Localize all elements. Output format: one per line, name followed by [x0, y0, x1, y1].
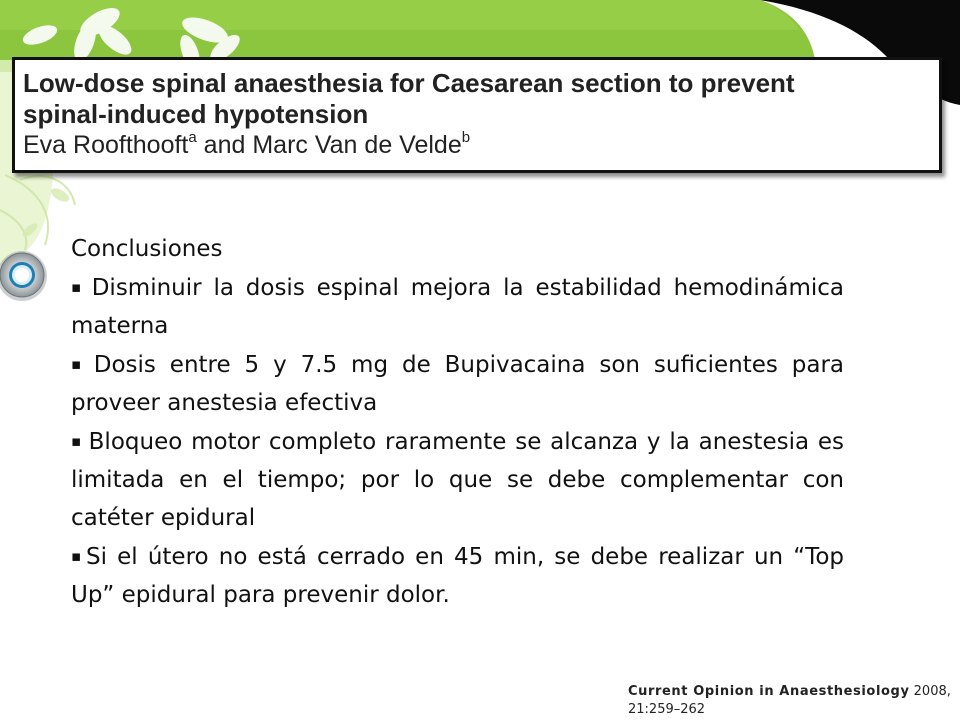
ring-bullet-icon [0, 246, 56, 306]
paper-authors [23, 130, 939, 160]
author-1: Eva Roofthooft [23, 131, 189, 159]
square-bullet-icon: ▪ [71, 547, 85, 565]
bullet-item [71, 268, 844, 345]
square-bullet-icon: ▪ [71, 355, 88, 373]
author-2: and Marc Van de Velde [196, 131, 462, 159]
square-bullet-icon: ▪ [71, 432, 83, 450]
slide-content [71, 230, 844, 614]
section-heading: Conclusiones [71, 236, 223, 262]
bullet-text: Bloqueo motor completo raramente se alcanza y la anestesia es limitada en el tiempo; por lo que se debe complementar con catéter epidural [71, 429, 844, 531]
bullet-text: Disminuir la dosis espinal mejora la estabilidad hemodinámica materna [71, 275, 845, 339]
bullet-text: Dosis entre 5 y 7.5 mg de Bupivacaina son suficientes para proveer anestesia efectiva [71, 352, 844, 416]
bullet-item [71, 345, 844, 422]
citation-details: 2008, 21:259–262 [628, 684, 951, 717]
paper-title-line-1: Low-dose spinal anaesthesia for Caesarean section to prevent [23, 68, 795, 98]
square-bullet-icon: ▪ [71, 278, 86, 296]
citation [628, 683, 958, 719]
paper-title-line-2: spinal-induced hypotension [23, 99, 369, 129]
title-box [12, 57, 942, 173]
bullet-item [71, 422, 844, 537]
author-2-affiliation: b [461, 129, 471, 146]
bullet-item [71, 537, 844, 614]
citation-journal: Current Opinion in Anaesthesiology [628, 684, 910, 699]
bullet-text: Si el útero no está cerrado en 45 min, se debe realizar un “Top Up” epidural para prevenir dolor. [71, 544, 844, 608]
author-1-affiliation: a [188, 129, 197, 146]
